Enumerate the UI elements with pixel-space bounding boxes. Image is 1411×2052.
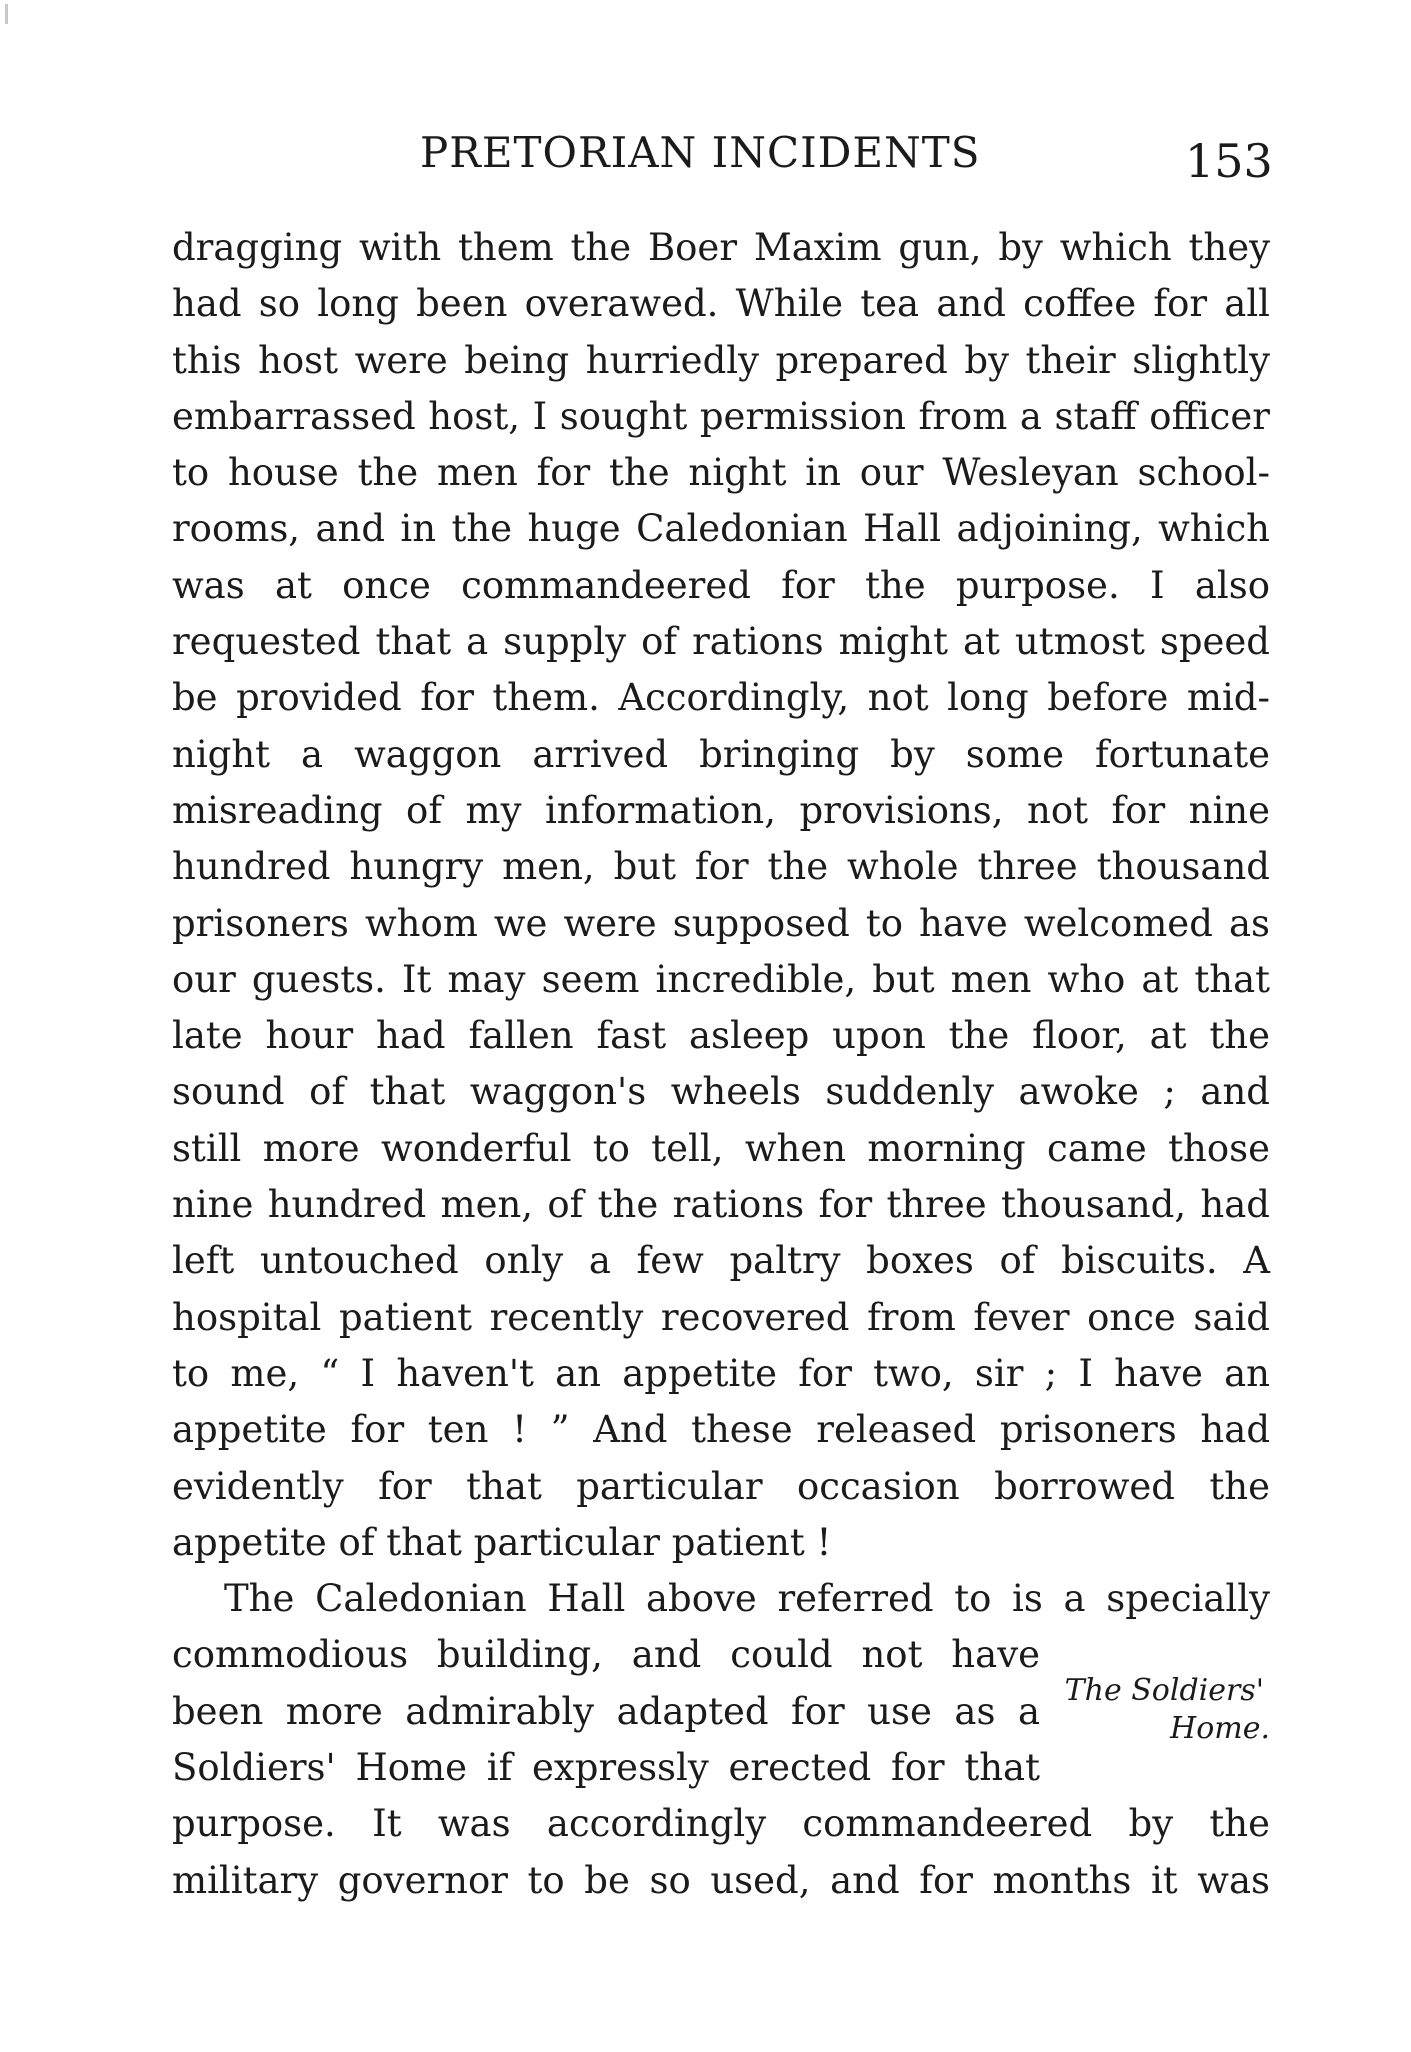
text-line: hospital patient recently recovered from fever once said bbox=[172, 1295, 1270, 1339]
text-line: evidently for that particular occasion borrowed the bbox=[172, 1464, 1270, 1508]
text-line: still more wonderful to tell, when morning came those bbox=[172, 1126, 1270, 1170]
margin-note bbox=[1060, 1672, 1270, 1748]
text-line: prisoners whom we were supposed to have welcomed as bbox=[172, 901, 1270, 945]
text-line: dragging with them the Boer Maxim gun, by which they bbox=[172, 226, 1270, 269]
margin-note-line: The Soldiers' bbox=[1064, 1673, 1264, 1708]
page-header bbox=[0, 128, 1411, 188]
text-line: purpose. It was accordingly commandeered by the bbox=[172, 1802, 1270, 1846]
text-line: had so long been overawed. While tea and coffee for all bbox=[172, 282, 1270, 326]
text-line: this host were being hurriedly prepared by their slightly bbox=[172, 338, 1270, 382]
text-line: military governor to be so used, and for months it was bbox=[172, 1858, 1270, 1902]
text-line: Soldiers' Home if expressly erected for that bbox=[172, 1746, 1040, 1790]
text-line: rooms, and in the huge Caledonian Hall adjoining, which bbox=[172, 507, 1270, 551]
running-head: PRETORIAN INCIDENTS bbox=[420, 128, 981, 177]
text-line: be provided for them. Accordingly, not long before mid- bbox=[172, 676, 1270, 720]
text-line: late hour had fallen fast asleep upon the floor, at the bbox=[172, 1014, 1270, 1058]
text-line: appetite of that particular patient ! bbox=[172, 1520, 832, 1564]
text-line: The Caledonian Hall above referred to is a specially bbox=[224, 1577, 1270, 1621]
text-line: requested that a supply of rations might at utmost speed bbox=[172, 620, 1270, 664]
text-line: been more admirably adapted for use as a bbox=[172, 1689, 1040, 1733]
text-line: to me, “ I haven't an appetite for two, sir ; I have an bbox=[172, 1351, 1270, 1395]
text-line: hundred hungry men, but for the whole three thousand bbox=[172, 845, 1270, 889]
text-line: sound of that waggon's wheels suddenly awoke ; and bbox=[172, 1070, 1270, 1114]
body-text bbox=[172, 220, 1270, 1909]
text-line: nine hundred men, of the rations for three thousand, had bbox=[172, 1183, 1270, 1227]
margin-note-line: Home. bbox=[1170, 1711, 1270, 1746]
text-line: left untouched only a few paltry boxes of biscuits. A bbox=[172, 1239, 1270, 1283]
text-line: commodious building, and could not have bbox=[172, 1633, 1040, 1677]
text-line: misreading of my information, provisions, not for nine bbox=[172, 788, 1270, 832]
page-number: 153 bbox=[1185, 134, 1273, 188]
text-line: night a waggon arrived bringing by some fortunate bbox=[172, 732, 1270, 776]
scan-mark bbox=[5, 4, 8, 24]
text-line: was at once commandeered for the purpose. I also bbox=[172, 563, 1270, 607]
text-line: appetite for ten ! ” And these released prisoners had bbox=[172, 1408, 1270, 1452]
text-line: our guests. It may seem incredible, but men who at that bbox=[172, 957, 1270, 1001]
text-line: embarrassed host, I sought permission from a staff officer bbox=[172, 394, 1270, 438]
text-line: to house the men for the night in our Wesleyan school- bbox=[172, 451, 1270, 495]
